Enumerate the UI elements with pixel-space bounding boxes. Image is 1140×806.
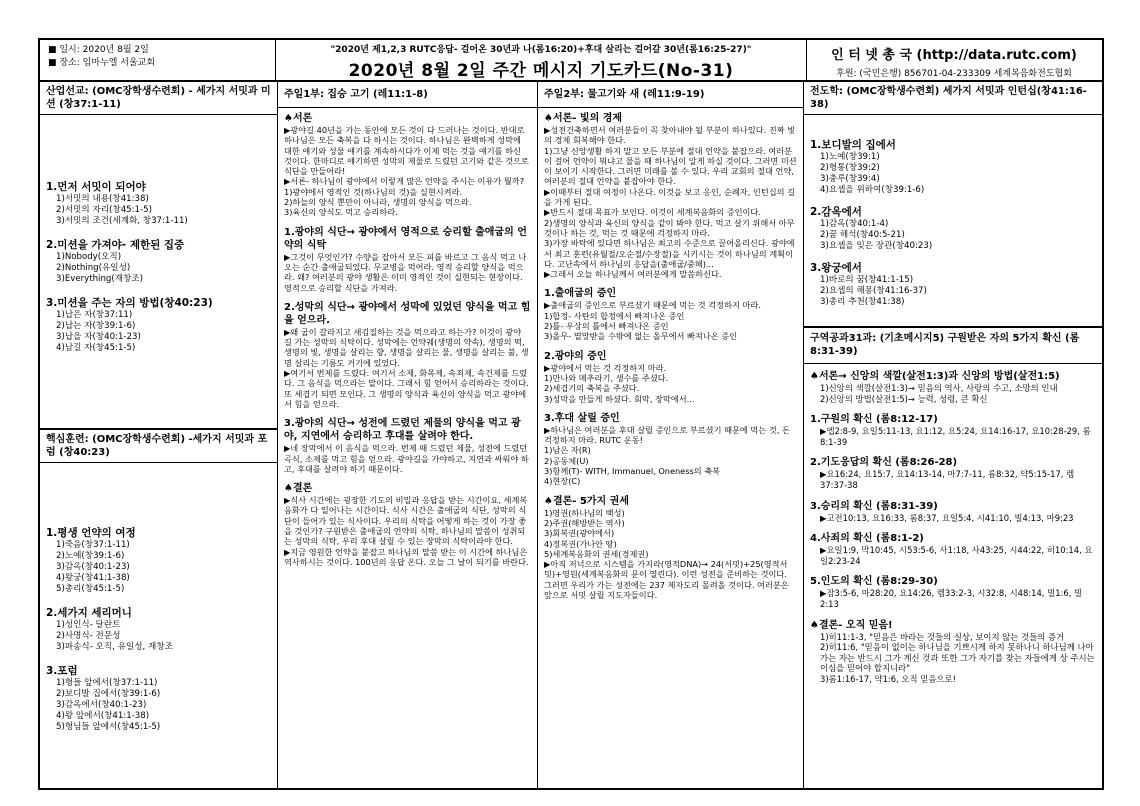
- section-heading: 핵심훈련: (OMC장학생수련회) -세가지 서밋과 포럼 (창40:23): [40, 430, 277, 463]
- section-heading: 구역공과31과: (기초메시지5) 구원받은 자의 5가지 확신 (롬8:31-39): [804, 328, 1102, 364]
- section-body: [278, 108, 537, 570]
- list-item: 3)서밋의 조건(세계화, 창37:1-11): [56, 216, 188, 226]
- paragraph: ▶요일1:9, 막10:45, 시53:5-6, 사1:18, 사43:25, 시44:22, 히10:14, 요일2:23-24: [820, 545, 1093, 566]
- list-item: 3)요셉을 잊은 장관(창40:23): [820, 241, 933, 251]
- list-item: 1)서밋의 내용(창41:38): [56, 194, 149, 204]
- subheading: 3.미션을 주는 자의 방법(창40:23): [46, 297, 213, 309]
- item-list: [46, 252, 271, 285]
- list-item: 1)노예(창39:1): [820, 152, 880, 162]
- item-list: [46, 310, 271, 354]
- paragraph: ▶고전10:13, 요16:33, 롬8:37, 요일5:4, 시41:10, 빌4:13, 마9:23: [820, 512, 1074, 523]
- paragraph: ▶식사 시간에는 굉장한 기도의 비밀과 응답을 받는 시간이요, 세계복음화가 다 일어나는 시간이다. 식사 시간은 출애굽의 식단, 성막의 식단이 들어가 있는 식사이다. 우리의 식탁을 어떻게 하는 것이 가장 좋을 것인가? 구원받은 출애굽의 언약의 식탁, 하나님의 말씀이 성취되는 성막의 식탁, 우리 후대 살릴 수 있는 장막의 식탁이라야 한다. ▶지금 영원한 언약을 붙잡고 하나님의 말씀 받는 이 시간에 하나님은 역사하시는 것이다. 100년의 응답 온다. 오늘 그 날이 되기를 바란다.: [284, 495, 529, 567]
- list-item: 5)총리(창45:1-5): [56, 584, 125, 594]
- subheading: 1.보디발의 집에서: [810, 139, 896, 151]
- list-item: 2)꿈 해석(창40:5-21): [820, 230, 905, 240]
- paragraph: ▶성전건축하면서 여러분들이 꼭 찾아내야 될 부분이 하나있다. 진짜 빛의 경제 회복해야 한다. 1)그냥 신앙생활 하지 말고 모든 부분에 절대 언약을 붙잡으라. 여러분이 걸어 언약이 뭐냐고 물을 때 하나님이 알게 하실 것이다. 그러면 미션이 보이기 시작한다. 그러면 미래를 볼 수 있다. 우리 교회의 절대 언약, 여러분의 절대 언약을 붙잡아야 한다. ▶이때부터 절대 여정이 나온다. 이것을 보고 응인, 순례자, 인턴십의 길을 가게 된다. ▶반드시 절대 목표가 보인다. 이것이 세계복음화의 증인이다. 2)생명의 양식과 육신의 양식을 같이 봐야 한다. 먹고 살기 위해서 아무것이나 하는 것, 먹는 것 때문에 걱정하지 마라. 3)가장 바탁에 있다면 하나님은 최고의 수준으로 끌어올리신다. 광야에서 최고 훈련(유월절/오순절/수장절)을 시키시는 것이 하나님의 계획이다. 고난속에서 하나님의 응답을(출애굽/중해)... ▶그래서 오늘 하나님께서 여러분에게 말씀하신다.: [544, 125, 797, 280]
- section-body: [40, 463, 277, 736]
- column-evangelism: [804, 82, 1102, 790]
- list-item: 1)납은 자(창37:11): [56, 310, 133, 320]
- section-heading: 산업선교: (OMC장학생수련회) - 세가지 서밋과 미션 (창37:1-11): [40, 82, 277, 115]
- list-item: 2)노예(창39:1-6): [56, 551, 125, 561]
- section-body: [40, 115, 277, 357]
- section-heading: 주일1부: 집승 고기 (레11:1-8): [278, 82, 537, 108]
- paragraph: ▶잠3:5-6, 마28:20, 요14:26, 렘33:2-3, 시32:8, 시48:14, 빌1:6, 빌2:13: [820, 588, 1083, 609]
- subheading: 3.후대 살릴 증인: [544, 412, 620, 424]
- core-training-block: [40, 430, 277, 736]
- list-item: 2)사명식- 전문성: [56, 631, 121, 641]
- subheading: 1.광야의 식단→ 광야에서 영적으로 승리할 출애굽의 언약의 식탁: [284, 226, 527, 251]
- paragraph: ▶엡2:8-9, 요일5:11-13, 요1:12, 요5:24, 요14:16-17, 요10:28-29, 롬8:1-39: [820, 426, 1091, 447]
- subheading: 2.미션을 가져야- 제한된 집중: [46, 239, 185, 251]
- list-item: 2)요셉의 해몽(창41:16-37): [820, 286, 927, 296]
- subheading: 1.평생 언약의 여정: [46, 527, 136, 539]
- subheading: ♠결론- 오직 믿음!: [810, 619, 893, 631]
- card-header: [40, 40, 1102, 82]
- list-item: 1)형들 앞에서(창37:1-11): [56, 678, 158, 688]
- paragraph: ▶왜 굽이 갈라지고 새김질하는 것을 먹으라고 하는가? 이것이 광야 길 가는 성막의 식탁이다. 성막에는 언약궤(생명의 약속), 생명의 떡, 생명의 빛, 생명을 살리는 향, 생명을 살리는 물, 생명을 살리는 불, 생명 살리는 기름도 거기에 있었다. ▶여기서 번제를 드렸다. 여기서 소제, 화목제, 속죄제, 속건제를 드렸다. 그 음식을 먹으라는 말이다. 그래서 힘 얻어서 승리하라는 것이다. 또 세겹기 되면 모인다. 그 생명의 양식과 육신의 양식을 먹고 광야에서 힘을 얻으라.: [284, 326, 529, 409]
- item-list: [810, 219, 1096, 252]
- item-list: [46, 620, 271, 653]
- paragraph: ▶광야길 40년을 가는 동안에 모든 것이 다 드러나는 것이다. 반대로 하나님은 모든 축복을 다 하시는 것이다. 하나님은 완벽하게 성막에 대한 얘기와 성물 얘기를 계속하시다가 이제 먹는 것을 얘기를 하신 것이다. 한마디로 얘기하면 성막의 제물로 드렸던 고기와 같은 것으로 식단을 만들어라! ▶서론- 하나님이 광야에서 이렇게 많은 언약을 주시는 이유가 뭘까? 1)광야에서 영적인 것(하나님의 것)을 실현시켜라. 2)하늘의 양식 뿐만이 아니라, 생명의 양식을 먹으라. 3)육신의 양식도 먹고 승리하라.: [284, 125, 529, 218]
- section-body: [804, 115, 1102, 311]
- paragraph: ▶그것이 무엇인가? 수양을 잡아서 모든 피를 바르고 그 음식 먹고 나오는 순간 출애굽되었다. 무교병을 먹어라. 영적 승리할 양식을 먹으라. 왜? 여러분의 광야 생활은 이미 영적인 것이 실현되는 현장이다. 영적으로 승리할 식단을 가져라.: [284, 251, 527, 293]
- list-item: 4)왕 앞에서(창41:1-38): [56, 711, 150, 721]
- paragraph: ▶요16:24, 요15:7, 요14:13-14, 마7:7-11, 롬8:32, 약5:15-17, 렘37:37-38: [820, 469, 1075, 490]
- paragraph: 1)영권(하나님의 백성) 2)주권(해방받는 역사) 3)회복권(광야에서) 4)정복권(가나안 땅) 5)세계복음화의 권세(경제권) ▶아직 저넉으로 시스템을 가지라(영적DNA)→ 24(서밋)+25(영적서밋)+영원(세계복음화의 문이 열린다). 이런 성전을 준비하는 것이다. 그러면 우리가 가는 성전에는 237 제자도리 몰려올 것이다. 여러분은 앞으로 서밋 살릴 지도자들이다.: [544, 507, 789, 600]
- paragraph: 1)히11:1-3, "믿음은 바라는 것들의 실상, 보이지 않는 것들의 증거 2)히11:6, "믿음이 없이는 하나님을 기쁘시게 하지 못하나니 하나님께 나아가는 자는 반드시 그가 계신 것과 또한 그가 자기를 찾는 자들에게 상 주시는 이심을 믿어야 할지니라" 3)롬1:16-17, 약1:6, 오직 믿음으로!: [820, 631, 1095, 684]
- list-item: 2)보디발 집에서(창39:1-6): [56, 689, 161, 699]
- page-title: 2020년 8월 2일 주간 메시지 기도카드(No-31): [348, 61, 734, 81]
- header-website[interactable]: 인 터 넷 총 국 (http://data.rutc.com): [831, 48, 1077, 63]
- subheading: 2.세가지 세리머니: [46, 607, 132, 619]
- paragraph: 1)신앙의 색깔(살전1:3)→ 믿음의 역사, 사랑의 수고, 소망의 인내 2)신앙의 방법(살전1:5)→ 능력, 성령, 큰 확신: [820, 383, 1058, 404]
- subheading: ♠결론: [284, 483, 313, 495]
- subheading: ♠서론- 빛의 경제: [544, 113, 623, 124]
- item-list: [810, 152, 1096, 196]
- header-meta: [40, 40, 276, 80]
- header-place: ■ 장소: 임마누엘 서울교회: [48, 58, 156, 68]
- paragraph: ▶하나님은 여러분을 후대 살릴 증인으로 부르셨기 때문에 먹는 것, 돈 걱정하지 마라. RUTC 운동! 1)남은 자(R) 2)공동체(U) 3)함께(T)- WITH, Immanuel, Oneness의 축복 4)현장(C): [544, 424, 790, 487]
- list-item: 4)요셉을 위하여(창39:1-6): [820, 185, 925, 195]
- list-item: 1)성인식- 달란트: [56, 620, 121, 630]
- column-industry-mission: [40, 82, 278, 790]
- subheading: 4.사죄의 확신 (롬8:1-2): [810, 533, 924, 545]
- column-sunday-2: [538, 82, 804, 790]
- column-sunday-1: [278, 82, 538, 790]
- cell-lesson-block: [804, 328, 1102, 688]
- item-list: [810, 275, 1096, 308]
- list-item: 3)Everything(재창조): [56, 274, 143, 284]
- list-item: 1)Nobody(오직): [56, 252, 122, 262]
- list-item: 4)왕궁(창41:1-38): [56, 573, 130, 583]
- subheading: 2.광야의 증인: [544, 350, 607, 362]
- list-item: 1)죽음(창37:1-11): [56, 540, 130, 550]
- item-list: [46, 678, 271, 733]
- list-item: 5)형님들 앞에서(창45:1-5): [56, 722, 161, 732]
- prayer-card: [38, 38, 1104, 790]
- subheading: 2.성막의 식단→ 광야에서 성막에 있었던 양식을 먹고 힘을 얻으라.: [284, 301, 531, 326]
- header-account: 후원: (국민은행) 856701-04-233309 세계복음화전도협회: [836, 69, 1072, 79]
- subheading: 2.기도응답의 확신 (롬8:26-28): [810, 457, 958, 469]
- list-item: 2)납는 자(창39:1-6): [56, 321, 136, 331]
- subheading: 1.출애굽의 증인: [544, 288, 617, 300]
- subheading: ♠결론- 5가지 권세: [544, 495, 629, 507]
- list-item: 3)감옥에서(창40:1-23): [56, 700, 147, 710]
- section-heading: 전도학: (OMC장학생수련회) 세가지 서밋과 인턴십(창41:16-38): [804, 82, 1102, 115]
- subheading: 3.포럼: [46, 665, 78, 677]
- list-item: 3)총리 추천(창41:38): [820, 297, 905, 307]
- header-subtitle: "2020년 제1,2,3 RUTC응답- 걸어온 30년과 나(롬16:20)+후대 살리는 걸어갈 30년(롬16:25-27)": [330, 45, 752, 55]
- list-item: 2)Nothing(유일성): [56, 263, 131, 273]
- header-contact: [806, 40, 1102, 80]
- list-item: 3)납을 자(창40:1-23): [56, 332, 141, 342]
- list-item: 3)감옥(창40:1-23): [56, 562, 130, 572]
- header-title-block: [276, 40, 807, 80]
- item-list: [46, 540, 271, 595]
- list-item: 3)파송식- 오직, 유일성, 재창조: [56, 642, 173, 652]
- list-item: 4)남길 자(창45:1-5): [56, 343, 136, 353]
- paragraph: ▶네 장막에서 이 음식을 먹으라. 번제 때 드렸던 제물, 성전에 드렸던 곡식, 소제를 먹고 힘을 얻으라. 광야길을 가야하고, 지연과 싸워야 하고, 후대를 살려야 하기 때문이다.: [284, 443, 529, 474]
- paragraph: ▶출애굽의 증인으로 부르셨기 때문에 먹는 것 걱정하지 마라. 1)합정- 사탄의 합정에서 빠져나온 증인 2)틀- 우상의 틀에서 빠져나온 증인 3)올무- 멸망받을 수밖에 없는 올무에서 빠져나온 증인: [544, 300, 761, 342]
- subheading: 3.승리의 확신 (롬8:31-39): [810, 500, 938, 512]
- paragraph: ▶광야에서 먹는 것 걱정하지 마라. 1)만나와 메추라기, 생수를 주셨다. 2)세겹기의 축복을 주셨다. 3)성막을 만들게 하셨다. 회막, 장막에서...: [544, 362, 695, 404]
- subheading: 1.구원의 확신 (롬8:12-17): [810, 414, 938, 426]
- subheading: 1.먼저 서밋이 되어야: [46, 181, 146, 193]
- list-item: 1)감옥(창40:1-4): [820, 219, 889, 229]
- subheading: 2.감옥에서: [810, 206, 862, 218]
- list-item: 3)충루(창39:4): [820, 174, 880, 184]
- subheading: 5.인도의 확신 (롬8:29-30): [810, 576, 938, 588]
- list-item: 2)서밋의 자리(창45:1-5): [56, 205, 152, 215]
- item-list: [46, 194, 271, 227]
- list-item: 2)형통(창39:2): [820, 163, 880, 173]
- header-date: ■ 일시: 2020년 8월 2일: [48, 45, 149, 55]
- subheading: 3.왕궁에서: [810, 262, 862, 274]
- subheading: ♠서론: [284, 113, 313, 124]
- section-body: [538, 108, 803, 603]
- subheading: ♠서론→ 신앙의 색깔(살전1:3)과 신앙의 방법(살전1:5): [810, 371, 1060, 382]
- section-heading: 주일2부: 물고기와 새 (레11:9-19): [538, 82, 803, 108]
- list-item: 1)바로의 꿈(창41:1-15): [820, 275, 914, 285]
- subheading: 3.광야의 식단→ 성전에 드렸던 제물의 양식을 먹고 광야, 지연에서 승리하고 후대를 살려야 한다.: [284, 418, 521, 443]
- section-body: [804, 364, 1102, 688]
